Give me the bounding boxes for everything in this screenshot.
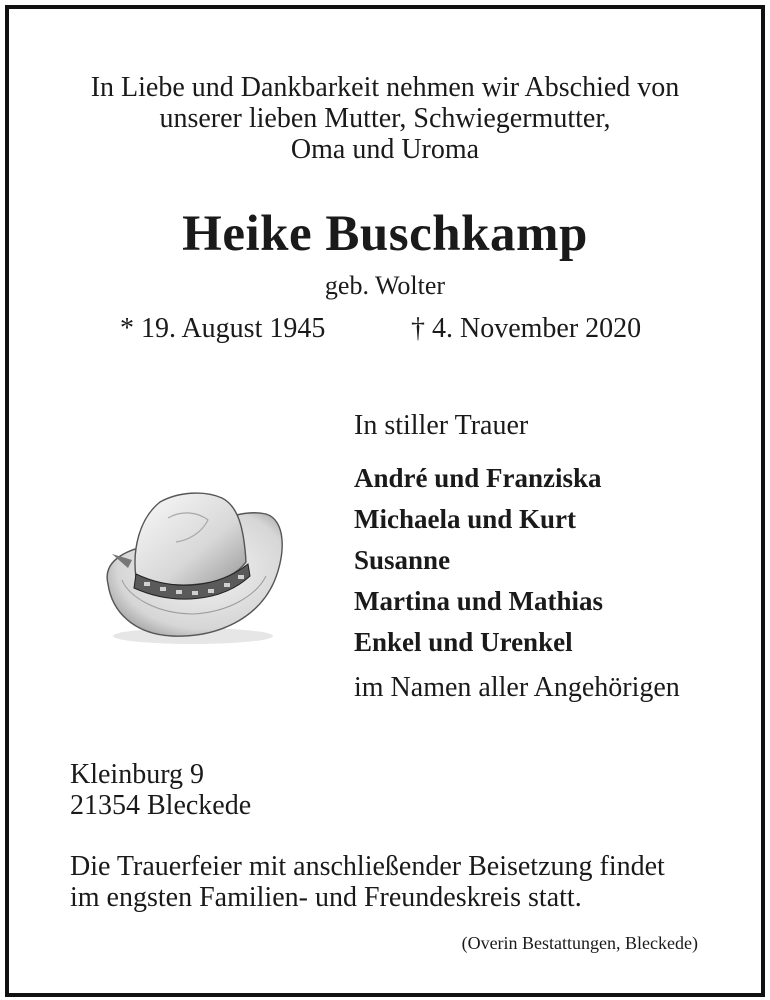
mourner-name: Martina und Mathias (354, 586, 604, 616)
address-block (70, 759, 251, 821)
mourner-name: Enkel und Urenkel (354, 627, 573, 657)
intro-text (0, 72, 770, 165)
address-street: Kleinburg 9 (70, 759, 205, 790)
death-date: † 4. November 2020 (411, 313, 642, 344)
intro-line: unserer lieben Mutter, Schwiegermutter, (159, 103, 611, 134)
mourning-intro: In stiller Trauer (354, 410, 529, 441)
mourner-name: Michaela und Kurt (354, 504, 577, 534)
intro-line: In Liebe und Dankbarkeit nehmen wir Abschied von (90, 72, 680, 103)
on-behalf-text: im Namen aller Angehörigen (354, 672, 680, 703)
ceremony-text (70, 851, 665, 913)
ceremony-line: im engsten Familien- und Freundeskreis statt. (70, 882, 582, 913)
mourner-name: Susanne (354, 545, 451, 575)
deceased-name: Heike Buschkamp (182, 206, 588, 262)
ceremony-line: Die Trauerfeier mit anschließender Beisetzung findet (70, 851, 665, 882)
born-name: geb. Wolter (324, 271, 446, 300)
mourner-name: André und Franziska (354, 463, 602, 493)
cowboy-hat-icon (98, 488, 288, 648)
address-city: 21354 Bleckede (70, 790, 252, 821)
mourner-list (354, 458, 603, 663)
birth-date: * 19. August 1945 (120, 313, 326, 344)
intro-line: Oma und Uroma (290, 134, 480, 165)
undertaker-credit: (Overin Bestattungen, Bleckede) (461, 933, 698, 953)
